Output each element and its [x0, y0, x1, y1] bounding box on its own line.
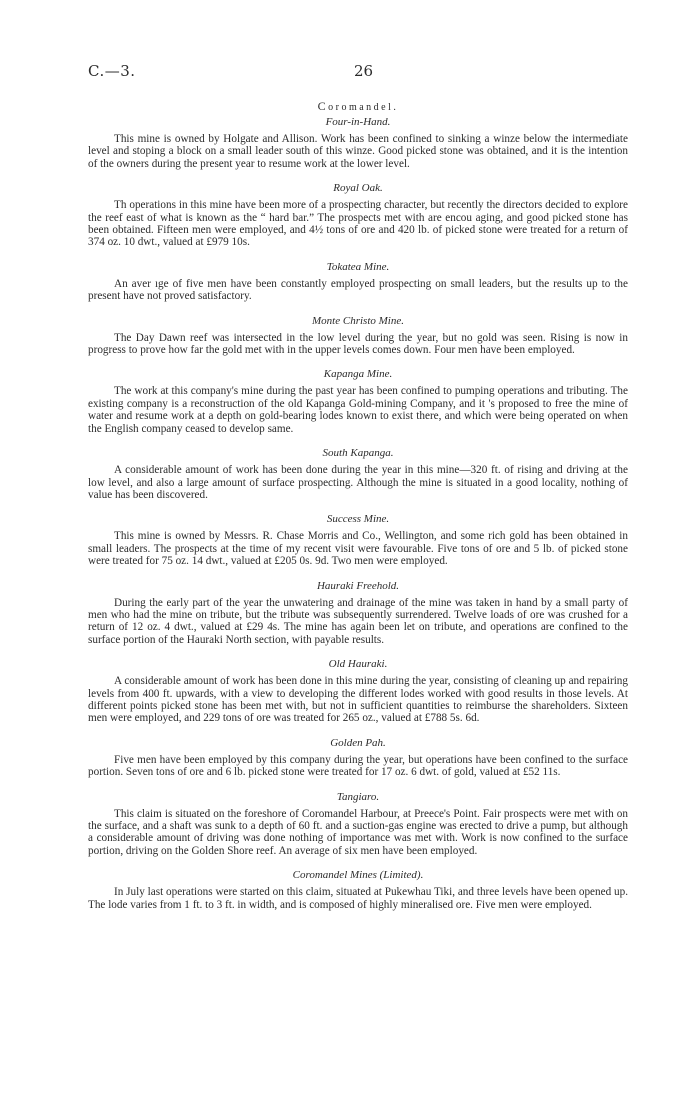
section-body-old-hauraki: A considerable amount of work has been done in this mine during the year, consisting of cleaning up and repairing levels from 400 ft. upwards, with a view to developing the different lodes worked with good results in those levels. At different points picked stone has been met with, but not in sufficient quantities to reimburse the shareholders. Sixteen men were employed, and 229 tons of ore was treated for 265 oz., valued at £788 5s. 6d. — [88, 675, 628, 725]
page-body — [88, 100, 628, 911]
page-number: 26 — [354, 62, 374, 80]
district-heading: Coromandel. — [317, 99, 399, 113]
section-body-kapanga-mine: The work at this company's mine during the past year has been confined to pumping operations and tributing. The existing company is a reconstruction of the old Kapanga Gold-mining Company, and it 's proposed to free the mine of water and resume work at a depth on gold-bearing lodes known to exist there, and which were being operated on when the English company ceased to develop same. — [88, 385, 628, 435]
section-heading-golden-pah: Golden Pah. — [330, 736, 386, 749]
section-heading-monte-christo-mine: Monte Christo Mine. — [312, 314, 404, 327]
section-heading-four-in-hand: Four-in-Hand. — [325, 116, 391, 128]
section-body-royal-oak: Th operations in this mine have been more of a prospecting character, but recently the directors decided to explore the reef east of what is known as the “ hard bar.” The prospects met with are encou aging, and good picked stone has been obtained. Fifteen men were employed, and 4½ tons of ore and 420 lb. of picked stone were treated for a return of 374 oz. 10 dwt., valued at £979 10s. — [88, 199, 628, 249]
section-heading-south-kapanga: South Kapanga. — [322, 447, 394, 460]
section-heading-royal-oak: Royal Oak. — [333, 182, 383, 195]
section-body-golden-pah: Five men have been employed by this company during the year, but operations have been confined to the surface portion. Seven tons of ore and 6 lb. picked stone were treated for 17 oz. 6 dwt. of gold, valued at £52 11s. — [88, 753, 628, 779]
section-heading-hauraki-freehold: Hauraki Freehold. — [316, 579, 400, 592]
section-heading-kapanga-mine: Kapanga Mine. — [323, 368, 393, 381]
section-body-coromandel-mines: In July last operations were started on this claim, situated at Pukewhau Tiki, and three levels have been opened up. The lode varies from 1 ft. to 3 ft. in width, and is composed of highly mineralised ore. Five men were employed. — [88, 886, 628, 911]
report-reference: C.—3. — [88, 62, 136, 80]
section-body-four-in-hand: This mine is owned by Holgate and Allison. Work has been confined to sinking a winze below the intermediate level and stoping a block on a small leader south of this winze. Good picked stone was obtained, and it is the intention of the owners during the present year to resume work at the lower level. — [88, 133, 628, 170]
section-body-tokatea-mine: An aver ıge of five men have been constantly employed prospecting on small leaders, but the results up to the present have not proved satisfactory. — [88, 277, 628, 303]
section-heading-tokatea-mine: Tokatea Mine. — [326, 260, 390, 273]
section-body-monte-christo-mine: The Day Dawn reef was intersected in the low level during the year, but no gold was seen. Rising is now in progress to prove how far the gold met with in the upper levels comes down. Four men have been employed. — [88, 331, 628, 357]
section-heading-old-hauraki: Old Hauraki. — [328, 658, 388, 671]
section-heading-tangiaro: Tangiaro. — [336, 790, 380, 803]
section-body-success-mine: This mine is owned by Messrs. R. Chase Morris and Co., Wellington, and some rich gold has been obtained in small leaders. The prospects at the time of my recent visit were favourable. Five tons of ore and 5 lb. of picked stone were treated for 75 oz. 14 dwt., valued at £205 0s. 9d. Two men were employed. — [88, 530, 628, 568]
section-heading-coromandel-mines: Coromandel Mines (Limited). — [292, 869, 424, 882]
section-body-hauraki-freehold: During the early part of the year the unwatering and drainage of the mine was taken in hand by a small party of men who had the mine on tribute, but the tribute was subsequently surrendered. Twelve loads of ore was crushed for a return of 12 oz. 4 dwt., valued at £29 4s. The mine has again been let on tribute, and operations are confined to the surface portion of the Hauraki North section, with payable results. — [88, 596, 628, 646]
section-heading-success-mine: Success Mine. — [326, 513, 390, 526]
section-body-south-kapanga: A considerable amount of work has been done during the year in this mine—320 ft. of rising and driving at the low level, and also a large amount of surface prospecting. Although the mine is situated in a good locality, nothing of value has been discovered. — [88, 464, 628, 501]
section-body-tangiaro: This claim is situated on the foreshore of Coromandel Harbour, at Preece's Point. Fair prospects were met with on the surface, and a shaft was sunk to a depth of 60 ft. and a suction-gas engine was erected to drive a pump, but although a considerable amount of driving was done nothing of importance was met with. Work is now confined to the surface portion, driving on the Golden Shore reef. An average of six men have been employed. — [88, 807, 628, 857]
